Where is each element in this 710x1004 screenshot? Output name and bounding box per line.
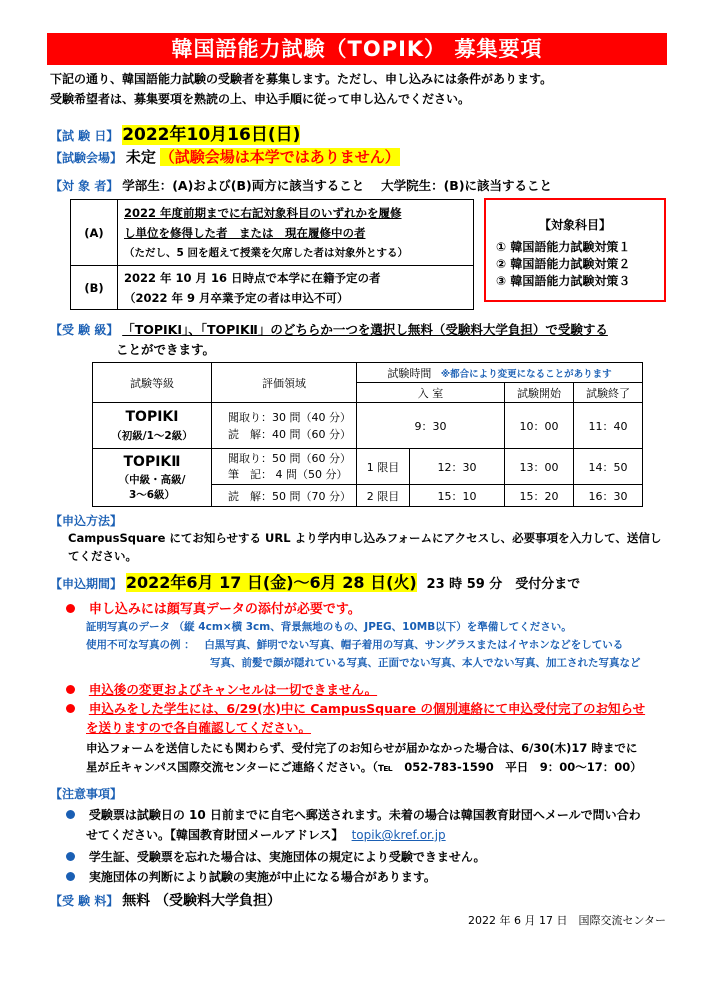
header-time-note: ※都合により変更になることがあります — [440, 368, 612, 380]
level-text-cont: ことができます。 — [116, 342, 216, 357]
caution-text: 実施団体の判断により試験の実施が中止になる場合があります。 — [88, 870, 436, 884]
header-time — [357, 363, 643, 383]
eligibility-key: (A) — [71, 200, 118, 266]
contact-text: 申込フォームを送信したにも関わらず、受付完了のお知らせが届かなかった場合は、6/30(木)17 時までに — [86, 741, 638, 755]
period-suffix: 23 時 59 分 受付分まで — [426, 577, 581, 592]
caution-text: 受験票は試験日の 10 日前までに自宅へ郵送されます。未着の場合は韓国教育財団へメールで問い合わ — [88, 808, 641, 822]
topik2-area: 聞取り：50 問（60 分） — [228, 451, 351, 465]
eligibility-line: し単位を修得した者 または 現在履修中の者 — [124, 225, 366, 240]
photo-bad-label: 使用不可な写真の例 ： — [86, 639, 195, 651]
blue-bullet-icon — [66, 810, 75, 819]
intro-line-2: 受験希望者は、募集要項を熟読の上、申込手順に従って申し込んでください。 — [50, 92, 471, 106]
table-row-topik1 — [93, 403, 643, 449]
target-subject-item: ① 韓国語能力試験対策１ — [496, 240, 631, 254]
target-subject-item: ② 韓国語能力試験対策２ — [496, 257, 631, 271]
target-subject-item: ③ 韓国語能力試験対策３ — [496, 274, 631, 288]
venue-note: （試験会場は本学ではありません） — [159, 148, 400, 166]
fee-row — [50, 890, 281, 910]
topik1-area: 読 解：40 問（60 分） — [228, 427, 351, 441]
caution-item-1 — [66, 806, 641, 823]
photo-bad-1: 白黒写真、鮮明でない写真、帽子着用の写真、サングラスまたはイヤホンなどをしている — [204, 639, 624, 651]
topik1-name: TOPIKⅠ — [125, 408, 179, 425]
eligibility-row — [50, 176, 552, 194]
topik2-start: 15：20 — [505, 485, 574, 507]
header-enter: 入 室 — [357, 383, 505, 403]
period-label: 【申込期間】 — [50, 577, 123, 591]
confirm-notice — [66, 699, 645, 717]
period-value: 2022年6月 17 日(金)～6月 28 日(火) — [125, 573, 417, 592]
photo-bad-row — [86, 637, 623, 652]
exam-date-label: 【試 験 日】 — [50, 129, 119, 143]
method-label: 【申込方法】 — [50, 514, 123, 528]
red-bullet-icon — [66, 704, 75, 713]
method-text: CampusSquare にてお知らせする URL より学内申し込みフォームにアクセスし、必要事項を入力して、送信し — [68, 531, 662, 545]
topik2-period: 1 限目 — [357, 449, 410, 485]
blue-bullet-icon — [66, 872, 75, 881]
header-area: 評価領域 — [212, 363, 357, 403]
caution-text-cont: せてください。【韓国教育財団メールアドレス】 — [86, 828, 344, 842]
topik2-area: 読 解：50 問（70 分） — [212, 485, 357, 507]
eligibility-key: (B) — [71, 266, 118, 310]
topik2-sub: 3～6級） — [128, 488, 176, 501]
caution-text: 学生証、受験票を忘れた場合は、実施団体の規定により受験できません。 — [88, 850, 486, 864]
no-change-text: 申込後の変更およびキャンセルは一切できません。 — [88, 682, 378, 697]
eligibility-row-a — [71, 200, 474, 266]
exam-schedule-table — [92, 362, 643, 507]
level-label: 【受 験 級】 — [50, 323, 119, 337]
period-row — [50, 570, 580, 593]
topik2-enter: 15：10 — [410, 485, 505, 507]
topik2-start: 13：00 — [505, 449, 574, 485]
header-end: 試験終了 — [574, 383, 643, 403]
red-bullet-icon — [66, 685, 75, 694]
page-title: 韓国語能力試験（TOPIK） 募集要項 — [47, 33, 667, 65]
no-change-notice — [66, 680, 377, 698]
photo-title: 申し込みには顔写真データの添付が必要です。 — [88, 602, 361, 617]
footer-date: 2022 年 6 月 17 日 国際交流センター — [468, 914, 667, 927]
fee-value: 無料 （受験料大学負担） — [122, 893, 282, 909]
caution-item-3 — [66, 868, 436, 885]
header-start: 試験開始 — [505, 383, 574, 403]
topik1-sub: （初級/1～2級） — [111, 429, 193, 442]
topik2-enter: 12：30 — [410, 449, 505, 485]
level-row — [50, 320, 608, 338]
eligibility-line: （2022 年 9 月卒業予定の者は申込不可） — [124, 290, 349, 305]
contact-text-cont: 星が丘キャンパス国際交流センターにご連絡ください。（℡ 052-783-1590 平日 9：00～17：00） — [86, 760, 642, 774]
topik1-enter: 9：30 — [357, 403, 505, 449]
method-text-cont: てください。 — [68, 549, 137, 563]
intro-line-1: 下記の通り、韓国語能力試験の受験者を募集します。ただし、申し込みには条件があります。 — [50, 72, 553, 86]
confirm-text-cont: を送りますので各自確認してください。 — [86, 720, 312, 735]
eligibility-line: 2022 年度前期までに右記対象科目のいずれかを履修 — [124, 205, 402, 220]
blue-bullet-icon — [66, 852, 75, 861]
eligibility-table — [70, 199, 474, 310]
header-time-label: 試験時間 — [387, 366, 432, 380]
venue-value: 未定 — [125, 148, 156, 166]
confirm-text: 申込みをした学生には、6/29(水)中に CampusSquare の個別連絡にて申込受付完了のお知らせ — [88, 701, 646, 716]
eligibility-row-b — [71, 266, 474, 310]
caution-label: 【注意事項】 — [50, 787, 123, 801]
eligibility-label: 【対 象 者】 — [50, 179, 119, 193]
topik1-end: 11：40 — [574, 403, 643, 449]
exam-date-row — [50, 120, 300, 145]
level-text: 「TOPIKⅠ」、「TOPIKⅡ」のどちらか一つを選択し無料（受験料大学負担）で受験する — [122, 322, 608, 337]
topik1-area: 聞取り：30 問（40 分） — [228, 410, 351, 424]
fee-label: 【受 験 料】 — [50, 894, 119, 908]
eligibility-line: （ただし、5 回を超えて授業を欠席した者は対象外とする） — [124, 246, 408, 259]
venue-label: 【試験会場】 — [50, 151, 123, 165]
table-row-topik2-p1 — [93, 449, 643, 485]
topik2-period: 2 限目 — [357, 485, 410, 507]
eligibility-text: 学部生：(A)および(B)両方に該当すること 大学院生：(B)に該当すること — [122, 178, 553, 193]
venue-row — [50, 146, 400, 167]
caution-item-2 — [66, 848, 486, 865]
photo-notice — [66, 598, 361, 617]
topik2-end: 14：50 — [574, 449, 643, 485]
photo-bad-2: 写真、前髪で顔が隠れている写真、正面でない写真、本人でない写真、加工された写真など — [210, 657, 641, 669]
topik2-end: 16：30 — [574, 485, 643, 507]
caution-item-1-cont — [86, 826, 446, 843]
topik2-name: TOPIKⅡ — [123, 453, 181, 470]
target-subjects-title: 【対象科目】 — [538, 218, 611, 232]
target-subjects-box — [484, 198, 666, 302]
email-link[interactable]: topik@kref.or.jp — [351, 828, 446, 842]
exam-date-value: 2022年10月16日(日) — [122, 125, 301, 145]
eligibility-line: 2022 年 10 月 16 日時点で本学に在籍予定の者 — [124, 270, 381, 285]
topik2-area: 筆 記： 4 問（50 分） — [228, 467, 348, 481]
topik1-start: 10：00 — [505, 403, 574, 449]
header-level: 試験等級 — [93, 363, 212, 403]
photo-spec: 証明写真のデータ （縦 4cm×横 3cm、背景無地のもの、JPEG、10MB以下）を準備してください。 — [86, 621, 572, 633]
red-bullet-icon — [66, 604, 75, 613]
topik2-sub: （中級・高級/ — [118, 473, 186, 486]
